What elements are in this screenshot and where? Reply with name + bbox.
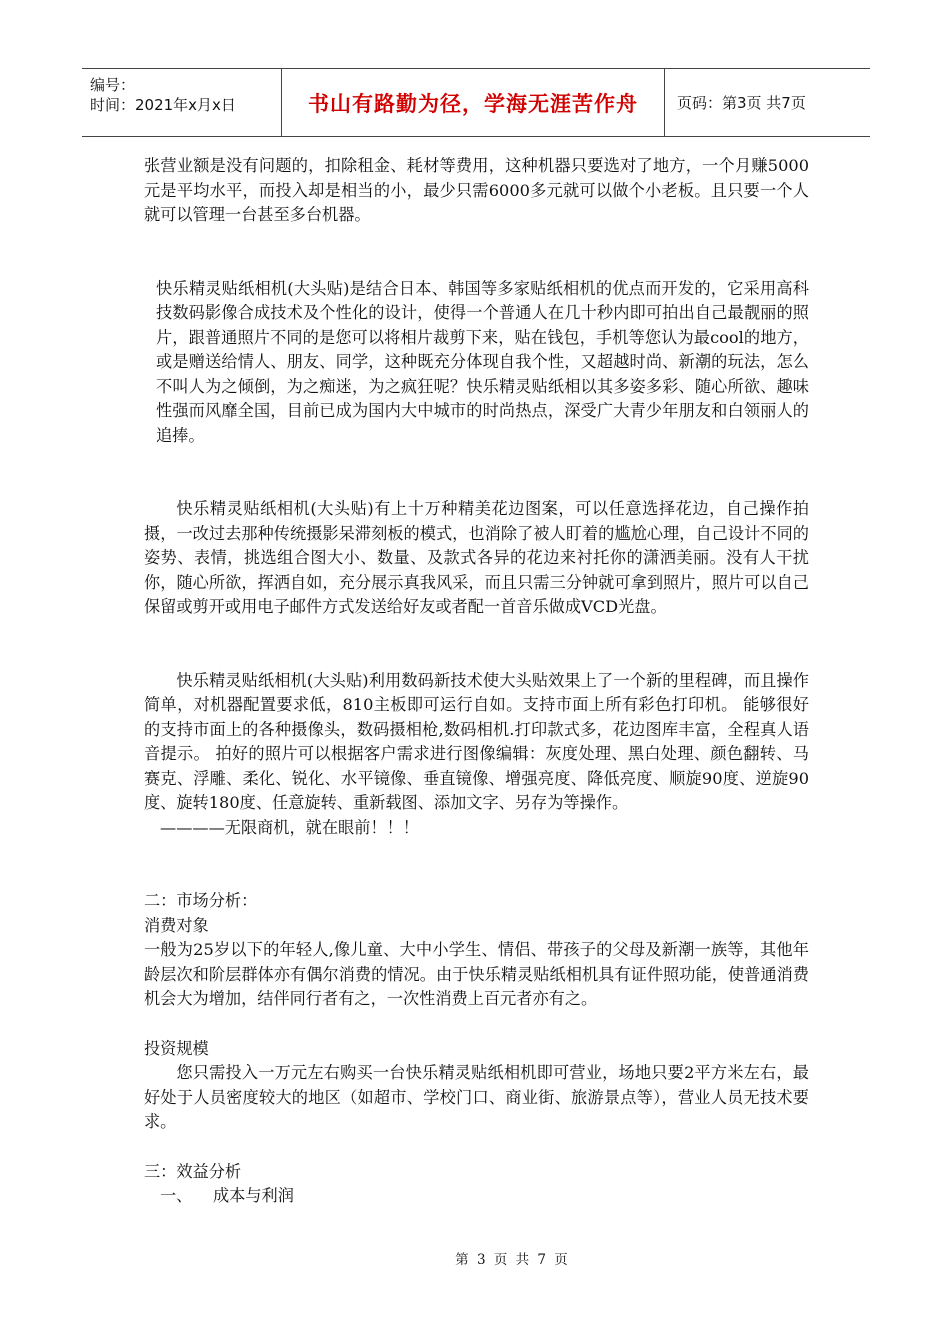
paragraph-4: 快乐精灵贴纸相机(大头贴)利用数码新技术使大头贴效果上了一个新的里程碑，而且操作简单，对机器配置要求低，810主板即可运行自如。支持市面上所有彩色打印机。 能够很好的支持市面上的各种摄像头，数码摄相枪,数码相机.打印款式多，花边图库丰富，全程真人语音提示。 拍好的照片可以根据客户需求进行图像编辑：灰度处理、黑白处理、颜色翻转、马赛克、浮雕、柔化、锐化、水平镜像、垂直镜像、增强亮度、降低亮度、顺旋90度、逆旋90度、旋转180度、任意旋转、重新载图、添加文字、另存为等操作。 (144, 670, 809, 812)
paragraph-1: 张营业额是没有问题的，扣除租金、耗材等费用，这种机器只要选对了地方，一个月赚5000元是平均水平，而投入却是相当的小，最少只需6000多元就可以做个小老板。且只要一个人就可以管理一台甚至多台机器。 (144, 156, 809, 224)
slogan: ————无限商机，就在眼前！！！ (160, 817, 419, 837)
section-3-title: 三：效益分析 (144, 1161, 242, 1181)
section-2-title: 二：市场分析： (144, 891, 258, 910)
section-2-subtitle-consumers: 消费对象 (144, 915, 209, 935)
document-date: 时间：2021年x月x日 (90, 96, 236, 114)
section-2-subtitle-investment: 投资规模 (144, 1038, 209, 1058)
section-3-item-1: 一、 成本与利润 (160, 1186, 294, 1205)
paragraph-2: 快乐精灵贴纸相机(大头贴)是结合日本、韩国等多家贴纸相机的优点而开发的，它采用高科技数码影像合成技术及个性化的设计，使得一个普通人在几十秒内即可拍出自己最靓丽的照片，跟普通照片不同的是您可以将相片裁剪下来，贴在钱包，手机等您认为最cool的地方，或是赠送给情人、朋友、同学，这种既充分体现自我个性，又超越时尚、新潮的玩法，怎么不叫人为之倾倒，为之痴迷，为之疯狂呢？快乐精灵贴纸相以其多姿多彩、随心所欲、趣味性强而风靡全国，目前已成为国内大中城市的时尚热点，深受广大青少年朋友和白领丽人的追捧。 (156, 278, 809, 445)
section-2-investment-text: 您只需投入一万元左右购买一台快乐精灵贴纸相机即可营业，场地只要2平方米左右，最好处于人员密度较大的地区（如超市、学校门口、商业街、旅游景点等），营业人员无技术要求。 (144, 1063, 809, 1131)
section-2-consumers-text: 一般为25岁以下的年轻人,像儿童、大中小学生、情侣、带孩子的父母及新潮一族等，其他年龄层次和阶层群体亦有偶尔消费的情况。由于快乐精灵贴纸相机具有证件照功能，使普通消费机会大为增加，结伴同行者有之，一次性消费上百元者亦有之。 (144, 940, 809, 1008)
document-number-label: 编号： (90, 76, 136, 94)
paragraph-3: 快乐精灵贴纸相机(大头贴)有上十万种精美花边图案，可以任意选择花边，自己操作拍摄，一改过去那种传统摄影呆滞刻板的模式，也消除了被人盯着的尴尬心理，自己设计不同的姿势、表情，挑选组合图大小、数量、及款式各异的花边来衬托你的潇洒美丽。没有人干扰你，随心所欲，挥洒自如，充分展示真我风采，而且只需三分钟就可拿到照片，照片可以自己保留或剪开或用电子邮件方式发送给好友或者配一首音乐做成VCD光盘。 (144, 499, 809, 616)
header-page-info: 页码：第3页 共7页 (677, 94, 806, 112)
document-body (144, 154, 809, 1209)
page-footer: 第 3 页 共 7 页 (455, 1252, 570, 1268)
header-meta (82, 69, 282, 136)
header-motto: 书山有路勤为径，学海无涯苦作舟 (282, 69, 665, 136)
page-header (82, 68, 870, 137)
